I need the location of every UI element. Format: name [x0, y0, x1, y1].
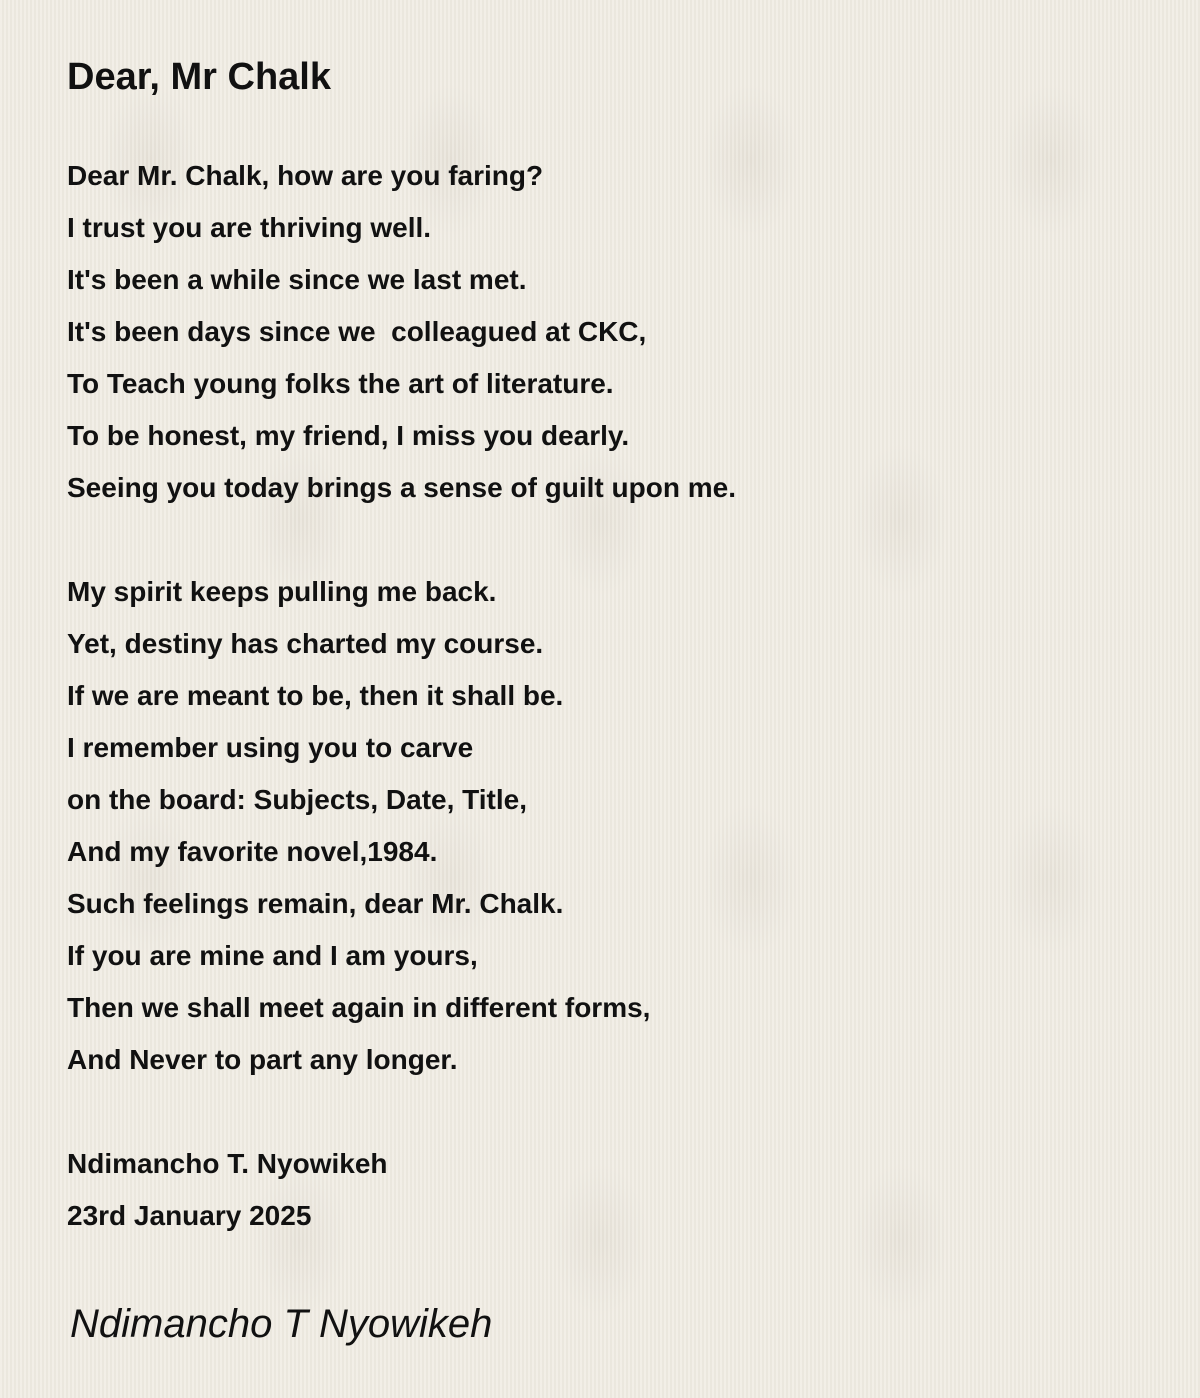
poem-line: I trust you are thriving well.	[67, 212, 432, 243]
poem-line: To Teach young folks the art of literature.	[67, 368, 614, 399]
poem-signoff-date: 23rd January 2025	[67, 1200, 312, 1231]
poem-line: Yet, destiny has charted my course.	[67, 628, 544, 659]
poem-line: It's been days since we colleagued at CKC,	[67, 316, 647, 347]
poem-line: My spirit keeps pulling me back.	[67, 576, 497, 607]
stanza-break	[67, 1086, 736, 1138]
poem-line: If we are meant to be, then it shall be.	[67, 680, 564, 711]
poem-line: It's been a while since we last met.	[67, 264, 527, 295]
poem-line: And my favorite novel,1984.	[67, 836, 438, 867]
poem-line: I remember using you to carve	[67, 732, 474, 763]
poem-line: And Never to part any longer.	[67, 1044, 458, 1075]
poem-line: on the board: Subjects, Date, Title,	[67, 784, 527, 815]
poem-line: Then we shall meet again in different forms,	[67, 992, 651, 1023]
poem-line: Dear Mr. Chalk, how are you faring?	[67, 160, 544, 191]
stanza-break	[67, 514, 736, 566]
poem-line: Such feelings remain, dear Mr. Chalk.	[67, 888, 564, 919]
poem-line: Seeing you today brings a sense of guilt upon me.	[67, 472, 736, 503]
poem-body	[67, 150, 736, 1242]
poem-line: To be honest, my friend, I miss you dearly.	[67, 420, 630, 451]
poem-line: If you are mine and I am yours,	[67, 940, 478, 971]
poem-title: Dear, Mr Chalk	[67, 56, 331, 98]
author-signature: Ndimancho T Nyowikeh	[70, 1302, 493, 1346]
poem-signoff-name: Ndimancho T. Nyowikeh	[67, 1148, 388, 1179]
